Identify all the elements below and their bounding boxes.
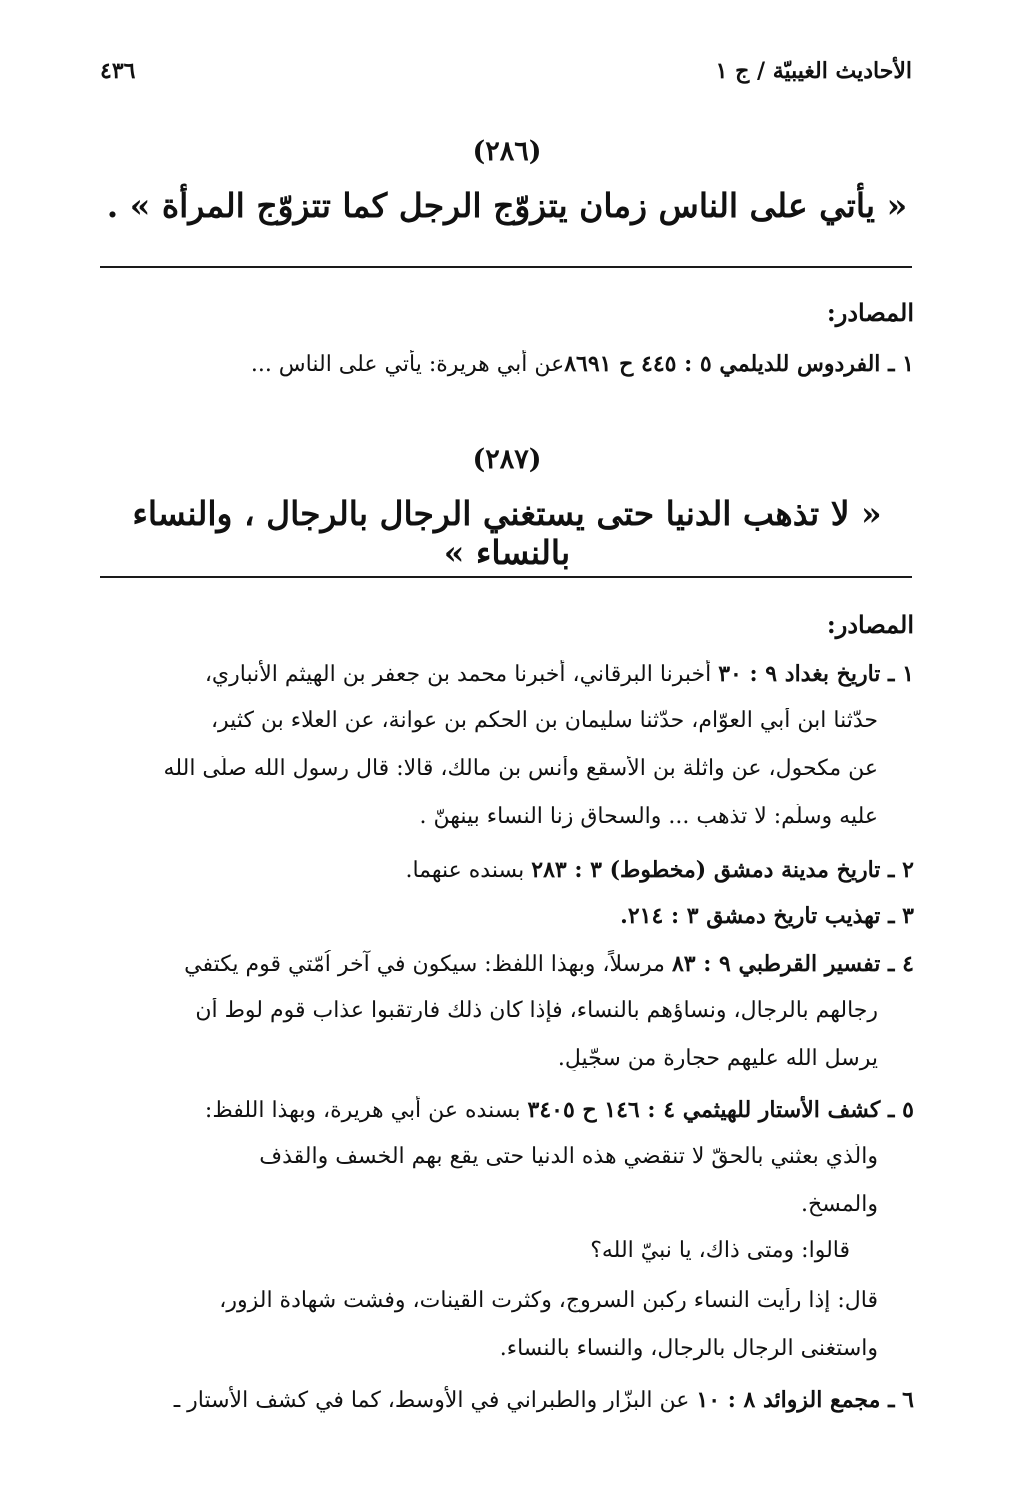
hadith-text-286: « يأتي على الناس زمان يتزوّج الرجل كما تتزوّج المرأة » . [106,186,908,225]
source-item [100,1096,914,1126]
source-label: ٦ ـ مجمع الزوائد ٨ : ١٠ [696,1387,914,1413]
source-text: بسنده عن أبي هريرة، وبهذا اللفظ: [204,1098,521,1123]
source-text: مرسلاً، وبهذا اللفظ: سيكون في آخر اُمّتي قوم يكتفي [184,952,665,977]
source-item [100,856,914,886]
source-item [100,350,914,380]
source-text-line: والمسخ. [801,1192,878,1217]
source-item [100,660,914,690]
hadith-number-286: (٢٨٦) [472,136,542,167]
source-text-line: قالوا: ومتى ذاك، يا نبيّ الله؟ [590,1238,850,1263]
running-title: الأحاديث الغيبيّة / ج ١ [715,58,912,84]
section-divider [100,576,912,578]
source-item [100,1386,914,1416]
sources-heading: المصادر: [826,298,914,327]
hadith-text-287: « لا تذهب الدنيا حتى يستغني الرجال بالرجال ، والنساء بالنساء » [132,494,882,572]
source-item [100,950,914,980]
source-text-line: حدّثنا ابن أبي العوّام، حدّثنا سليمان بن الحكم بن عوانة، عن العلاء بن كثير، [210,708,878,733]
hadith-number-287: (٢٨٧) [472,444,542,475]
page-number: ٤٣٦ [100,58,136,84]
page-header [100,54,912,88]
source-text-line: قال: إذا رأيت النساء ركبن السروج، وكثرت القينات، وفشت شهادة الزور، [219,1288,878,1313]
source-label: ٢ ـ تاريخ مدينة دمشق (مخطوط) ٣ : ٢٨٣ [531,857,914,883]
source-label: ١ ـ تاريخ بغداد ٩ : ٣٠ [718,661,914,687]
source-text-line: يرسل الله عليهم حجارة من سجّيلٍ. [557,1046,878,1071]
source-text-line: عليه وسلّم: لا تذهب ... والسحاق زنا النساء بينهنّ . [419,804,878,829]
source-text-line: والّذي بعثني بالحقّ لا تنقضي هذه الدنيا حتى يقع بهم الخسف والقذف [259,1144,878,1169]
source-label: ١ ـ الفردوس للديلمي ٥ : ٤٤٥ ح ٨٦٩١ [564,351,914,377]
source-label: ٤ ـ تفسير القرطبي ٩ : ٨٣ [671,951,914,977]
source-text: عن البزّار والطبراني في الأوسط، كما في كشف الأستار ـ [173,1388,690,1413]
source-text: أخبرنا البرقاني، أخبرنا محمد بن جعفر بن الهيثم الأنباري، [204,662,712,687]
source-item [100,902,914,932]
source-label: ٣ ـ تهذيب تاريخ دمشق ٣ : ٢١٤. [620,903,914,929]
source-text-line: رجالهم بالرجال، ونساؤهم بالنساء، فإذا كان ذلك فارتقبوا عذاب قوم لوط أن [195,998,878,1023]
source-label: ٥ ـ كشف الأستار للهيثمي ٤ : ١٤٦ ح ٣٤٠٥ [527,1097,914,1123]
section-divider [100,266,912,268]
source-text: عن أبي هريرة: يأتي على الناس ... [250,352,565,377]
source-text: بسنده عنهما. [405,858,525,883]
sources-heading: المصادر: [826,610,914,639]
source-text-line: عن مكحول، عن واثلة بن الأسقع وأنس بن مالك، قالا: قال رسول الله صلّى الله [163,756,878,781]
source-text-line: واستغنى الرجال بالرجال، والنساء بالنساء. [499,1336,878,1361]
